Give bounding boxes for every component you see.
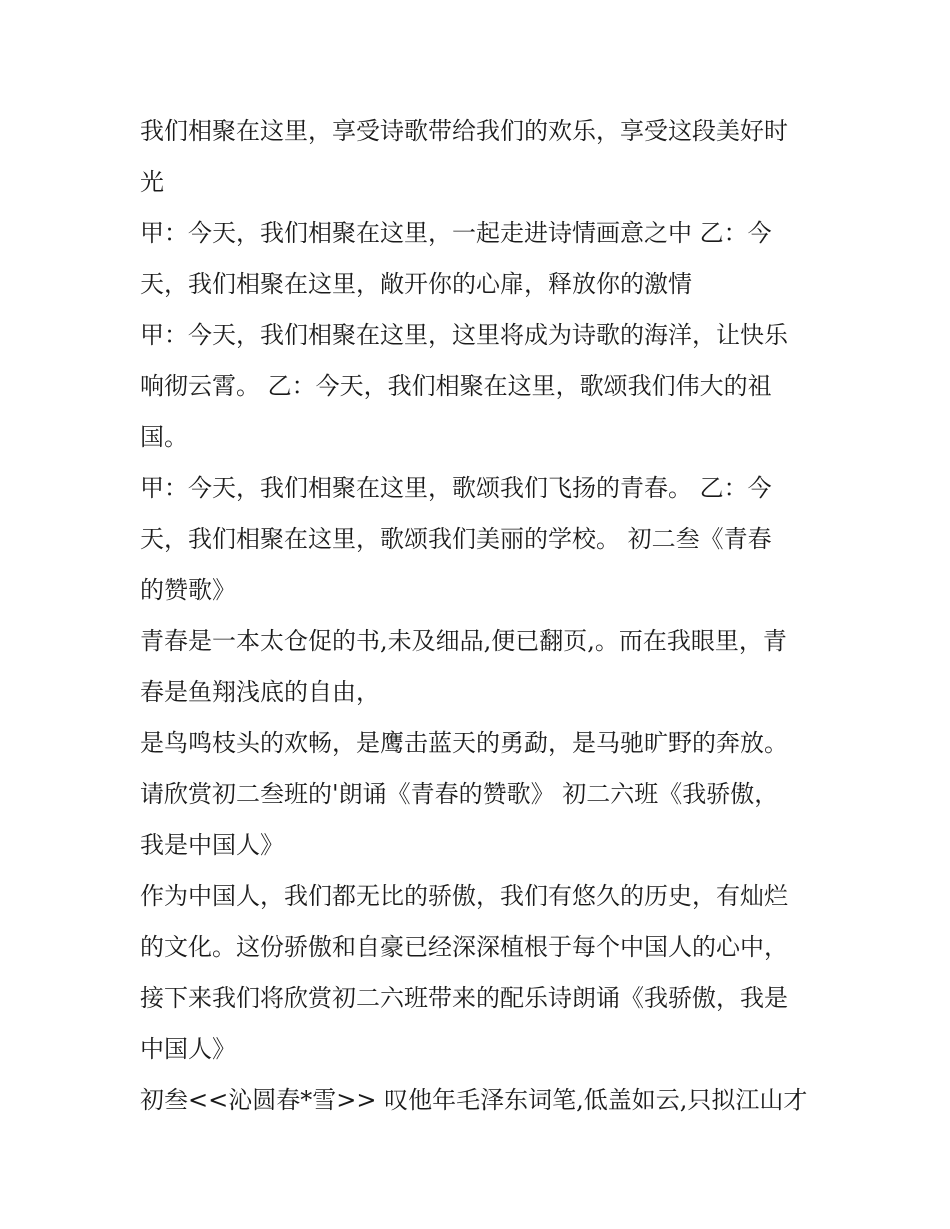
text-line-12: 春是鱼翔浅底的自由，	[140, 678, 380, 706]
text-line-15: 我是中国人》	[140, 831, 284, 859]
text-line-18: 接下来我们将欣赏初二六班带来的配乐诗朗诵《我骄傲，我是	[140, 984, 788, 1012]
text-line-1: 我们相聚在这里，享受诗歌带给我们的欢乐，享受这段美好时	[140, 117, 788, 145]
text-line-6: 响彻云霄。 乙：今天，我们相聚在这里，歌颂我们伟大的祖	[140, 372, 772, 400]
text-line-20: 初叁<<沁圆春*雪>> 叹他年毛泽东词笔,低盖如云,只拟江山才	[140, 1086, 808, 1114]
text-line-19: 中国人》	[140, 1035, 236, 1063]
text-line-17: 的文化。这份骄傲和自豪已经深深植根于每个中国人的心中，	[140, 933, 788, 961]
text-line-13: 是鸟鸣枝头的欢畅，是鹰击蓝天的勇勐，是马驰旷野的奔放。	[140, 729, 788, 757]
text-line-2: 光	[140, 168, 164, 196]
text-line-3: 甲：今天，我们相聚在这里，一起走进诗情画意之中 乙：今	[140, 219, 772, 247]
text-line-11: 青春是一本太仓促的书,未及细品,便已翻页,。而在我眼里，青	[140, 627, 787, 655]
text-line-10: 的赞歌》	[140, 576, 236, 604]
text-line-4: 天，我们相聚在这里，敞开你的心扉，释放你的激情	[140, 270, 692, 298]
text-line-9: 天，我们相聚在这里，歌颂我们美丽的学校。 初二叁《青春	[140, 525, 772, 553]
document-body	[140, 106, 820, 1126]
text-line-7: 国。	[140, 423, 188, 451]
text-line-8: 甲：今天，我们相聚在这里，歌颂我们飞扬的青春。 乙：今	[140, 474, 772, 502]
text-line-14: 请欣赏初二叁班的'朗诵《青春的赞歌》 初二六班《我骄傲，	[140, 780, 779, 808]
text-line-16: 作为中国人，我们都无比的骄傲，我们有悠久的历史，有灿烂	[140, 882, 788, 910]
text-line-5: 甲：今天，我们相聚在这里，这里将成为诗歌的海洋，让快乐	[140, 321, 788, 349]
